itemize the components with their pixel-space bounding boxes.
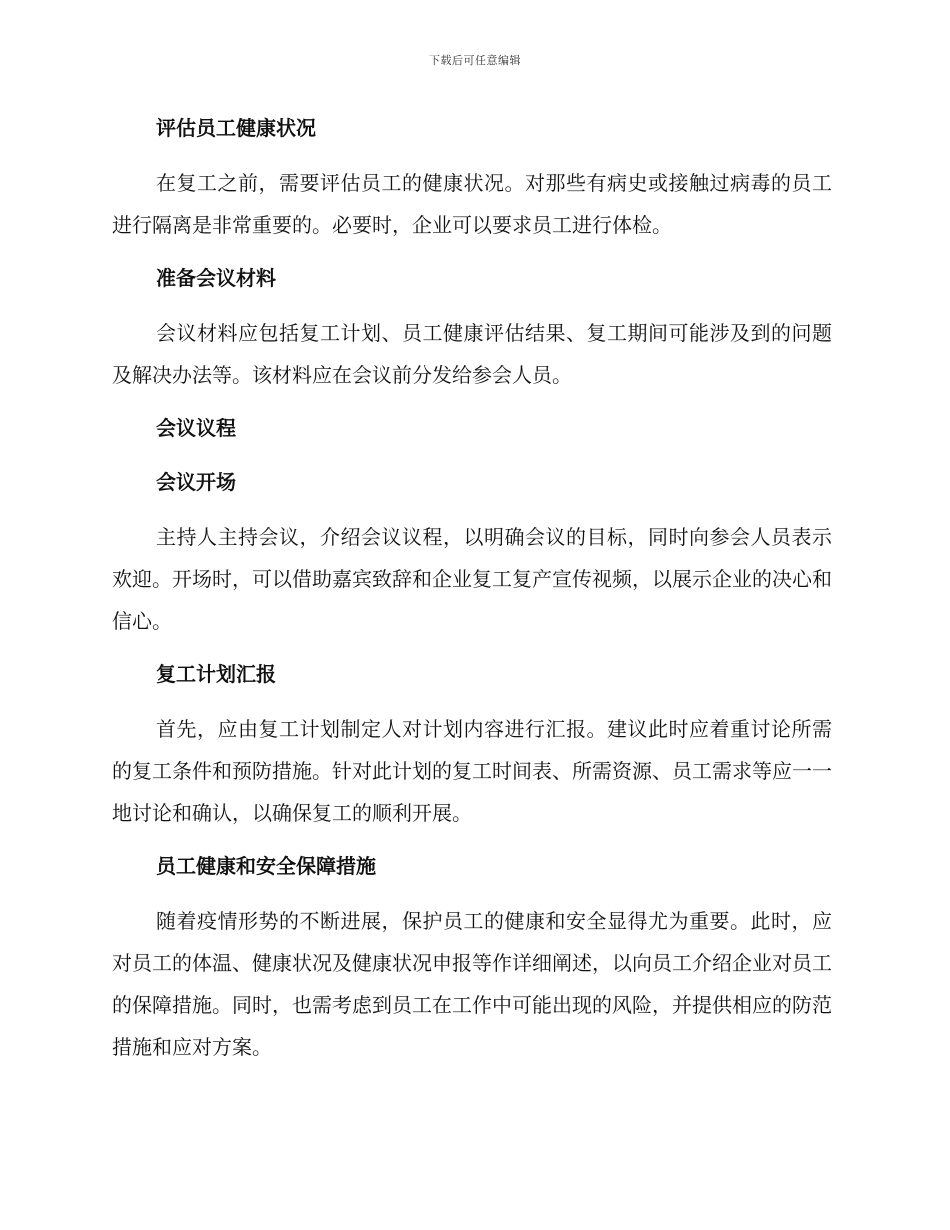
section-paragraph: 随着疫情形势的不断进展，保护员工的健康和安全显得尤为重要。此时，应对员工的体温、健康状况及健康状况申报等作详细阐述，以向员工介绍企业对员工的保障措施。同时，也需考虑到员工在工作中可能出现的风险，并提供相应的防范措施和应对方案。 — [112, 909, 832, 1059]
section-paragraph: 首先，应由复工计划制定人对计划内容进行汇报。建议此时应着重讨论所需的复工条件和预防措施。针对此计划的复工时间表、所需资源、员工需求等应一一地讨论和确认，以确保复工的顺利开展。 — [112, 717, 832, 825]
section-heading: 评估员工健康状况 — [156, 116, 316, 140]
document-body — [112, 108, 832, 1080]
section-paragraph: 主持人主持会议，介绍会议议程，以明确会议的目标，同时向参会人员表示欢迎。开场时，可以借助嘉宾致辞和企业复工复产宣传视频，以展示企业的决心和信心。 — [112, 525, 832, 633]
section-heading: 员工健康和安全保障措施 — [156, 854, 376, 878]
section-heading: 会议议程 — [156, 416, 236, 440]
section-heading: 准备会议材料 — [156, 266, 276, 290]
section-paragraph: 在复工之前，需要评估员工的健康状况。对那些有病史或接触过病毒的员工进行隔离是非常重要的。必要时，企业可以要求员工进行体检。 — [112, 171, 832, 237]
page-header-note: 下载后可任意编辑 — [429, 54, 521, 67]
section-paragraph: 会议材料应包括复工计划、员工健康评估结果、复工期间可能涉及到的问题及解决办法等。该材料应在会议前分发给参会人员。 — [112, 321, 832, 387]
section-heading: 复工计划汇报 — [156, 662, 276, 686]
section-heading: 会议开场 — [156, 470, 236, 494]
